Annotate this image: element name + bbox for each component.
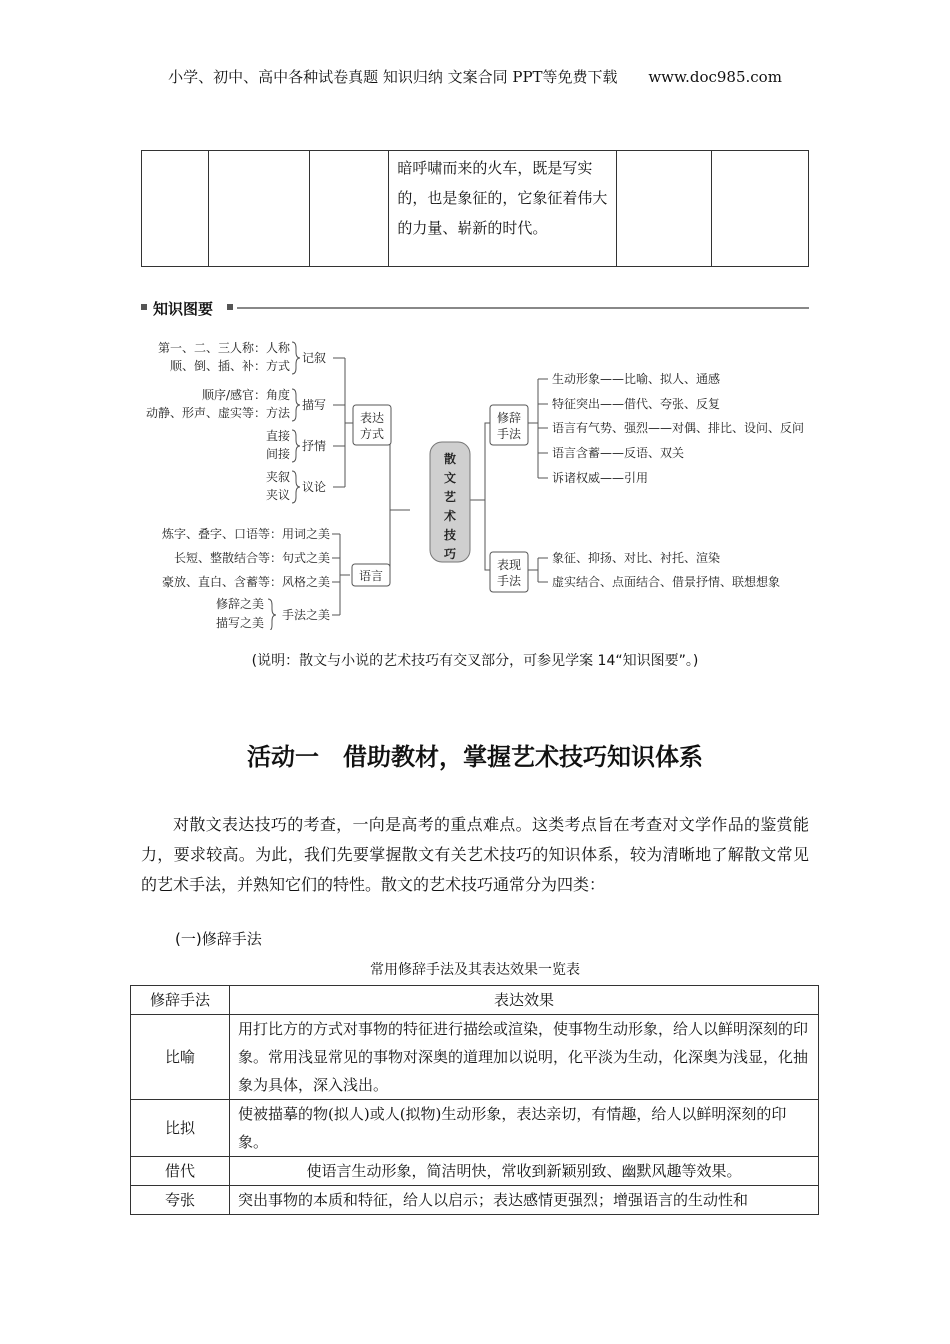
- table-cell: [616, 151, 711, 267]
- node-jixu: 记叙: [302, 351, 327, 365]
- page-header: [0, 66, 950, 87]
- xiuci-item: 语言有气势、强烈——对偶、排比、设问、反问: [552, 421, 805, 435]
- yilun-item: 夹议: [265, 488, 290, 502]
- header-url[interactable]: www.doc985.com: [648, 68, 782, 86]
- section-divider: [237, 307, 809, 309]
- square-bullet-icon: [227, 304, 233, 310]
- rhetoric-table: [130, 985, 819, 1215]
- rhetoric-name: 借代: [131, 1157, 230, 1186]
- rhetoric-effect: 使被描摹的物(拟人)或人(拟物)生动形象，表达亲切，有情趣，给人以鲜明深刻的印象。: [230, 1100, 819, 1157]
- table-cell-text: 暗呼啸而来的火车，既是写实的，也是象征的，它象征着伟大的力量、崭新的时代。: [389, 151, 616, 267]
- table-caption: 常用修辞手法及其表达效果一览表: [370, 962, 580, 978]
- subsection-title: (一)修辞手法: [175, 930, 262, 948]
- yuyan-item: 豪放、直白、含蓄等：风格之美: [161, 575, 330, 589]
- table-header-cell: 表达效果: [230, 986, 819, 1015]
- yuyan-item: 长短、整散结合等：句式之美: [173, 551, 330, 565]
- node-biaoda-line: 表达: [359, 411, 385, 425]
- table-row: [131, 1015, 819, 1100]
- xiuci-item: 特征突出——借代、夸张、反复: [552, 397, 721, 411]
- center-node-char: 文: [443, 471, 457, 485]
- table-header-row: [131, 986, 819, 1015]
- shoufa-item: 修辞之美: [215, 597, 264, 611]
- square-bullet-icon: [141, 304, 147, 310]
- shuqing-item: 直接: [265, 429, 290, 443]
- center-node-char: 艺: [443, 490, 457, 504]
- mindmap-note: (说明：散文与小说的艺术技巧有交叉部分，可参见学案 14“知识图要”。): [251, 653, 699, 669]
- rhetoric-name: 比喻: [131, 1015, 230, 1100]
- shuqing-item: 间接: [265, 447, 290, 461]
- table-cell: [711, 151, 808, 267]
- section-title-bar: [141, 298, 809, 320]
- biaoxian-item: 象征、抑扬、对比、衬托、渲染: [552, 551, 721, 565]
- node-miaoxie: 描写: [302, 398, 327, 412]
- table-header-cell: 修辞手法: [131, 986, 230, 1015]
- rhetoric-effect: 使语言生动形象，简洁明快，常收到新颖别致、幽默风趣等效果。: [230, 1157, 819, 1186]
- center-node-char: 技: [443, 528, 457, 542]
- jixu-item: 顺、倒、插、补：方式: [169, 359, 290, 373]
- table-row: [131, 1157, 819, 1186]
- yilun-item: 夹叙: [265, 470, 290, 484]
- activity-title: 活动一 借助教材，掌握艺术技巧知识体系: [247, 743, 703, 771]
- shoufa-item: 描写之美: [215, 616, 264, 630]
- rhetoric-effect: 突出事物的本质和特征，给人以启示；表达感情更强烈；增强语言的生动性和: [230, 1186, 819, 1215]
- header-text: 小学、初中、高中各种试卷真题 知识归纳 文案合同 PPT等免费下载: [168, 68, 618, 86]
- table-cell: [310, 151, 389, 267]
- intro-paragraph: 对散文表达技巧的考查，一向是高考的重点难点。这类考点旨在考查对文学作品的鉴赏能力，要求较高。为此，我们先要掌握散文有关艺术技巧的知识体系，较为清晰地了解散文常见的艺术手法，并熟知它们的特性。散文的艺术技巧通常分为四类：: [141, 815, 809, 894]
- node-xiuci-line: 手法: [496, 427, 522, 441]
- table-cell: [142, 151, 209, 267]
- xiuci-item: 生动形象——比喻、拟人、通感: [552, 372, 721, 386]
- node-yilun: 议论: [302, 480, 327, 494]
- table-cell: [209, 151, 310, 267]
- knowledge-mindmap: [140, 330, 810, 630]
- node-yuyan-label: 语言: [358, 569, 384, 583]
- table-row: [131, 1100, 819, 1157]
- table-row: [131, 1186, 819, 1215]
- jixu-item: 第一、二、三人称：人称: [157, 341, 290, 355]
- node-biaoxian-line: 表现: [496, 558, 522, 572]
- miaoxie-item: 动静、形声、虚实等：方法: [145, 406, 290, 420]
- section-title: 知识图要: [153, 300, 214, 318]
- node-biaoxian-line: 手法: [496, 574, 522, 588]
- center-node-char: 巧: [443, 547, 457, 561]
- node-shoufa: 手法之美: [281, 608, 330, 622]
- center-node-char: 术: [443, 509, 457, 523]
- rhetoric-name: 比拟: [131, 1100, 230, 1157]
- node-biaoda-line: 方式: [359, 427, 385, 441]
- node-xiuci-line: 修辞: [496, 411, 522, 425]
- rhetoric-effect: 用打比方的方式对事物的特征进行描绘或渲染，使事物生动形象，给人以鲜明深刻的印象。常用浅显常见的事物对深奥的道理加以说明，化平淡为生动，化深奥为浅显，化抽象为具体，深入浅出。: [230, 1015, 819, 1100]
- xiuci-item: 诉诸权威——引用: [552, 471, 649, 485]
- center-node-char: 散: [443, 452, 457, 466]
- node-shuqing: 抒情: [302, 439, 327, 453]
- yuyan-item: 炼字、叠字、口语等：用词之美: [161, 527, 330, 541]
- continuation-table: [141, 150, 809, 267]
- biaoxian-item: 虚实结合、点面结合、借景抒情、联想想象: [552, 575, 781, 589]
- rhetoric-name: 夸张: [131, 1186, 230, 1215]
- xiuci-item: 语言含蓄——反语、双关: [552, 446, 685, 460]
- miaoxie-item: 顺序/感官：角度: [201, 388, 290, 402]
